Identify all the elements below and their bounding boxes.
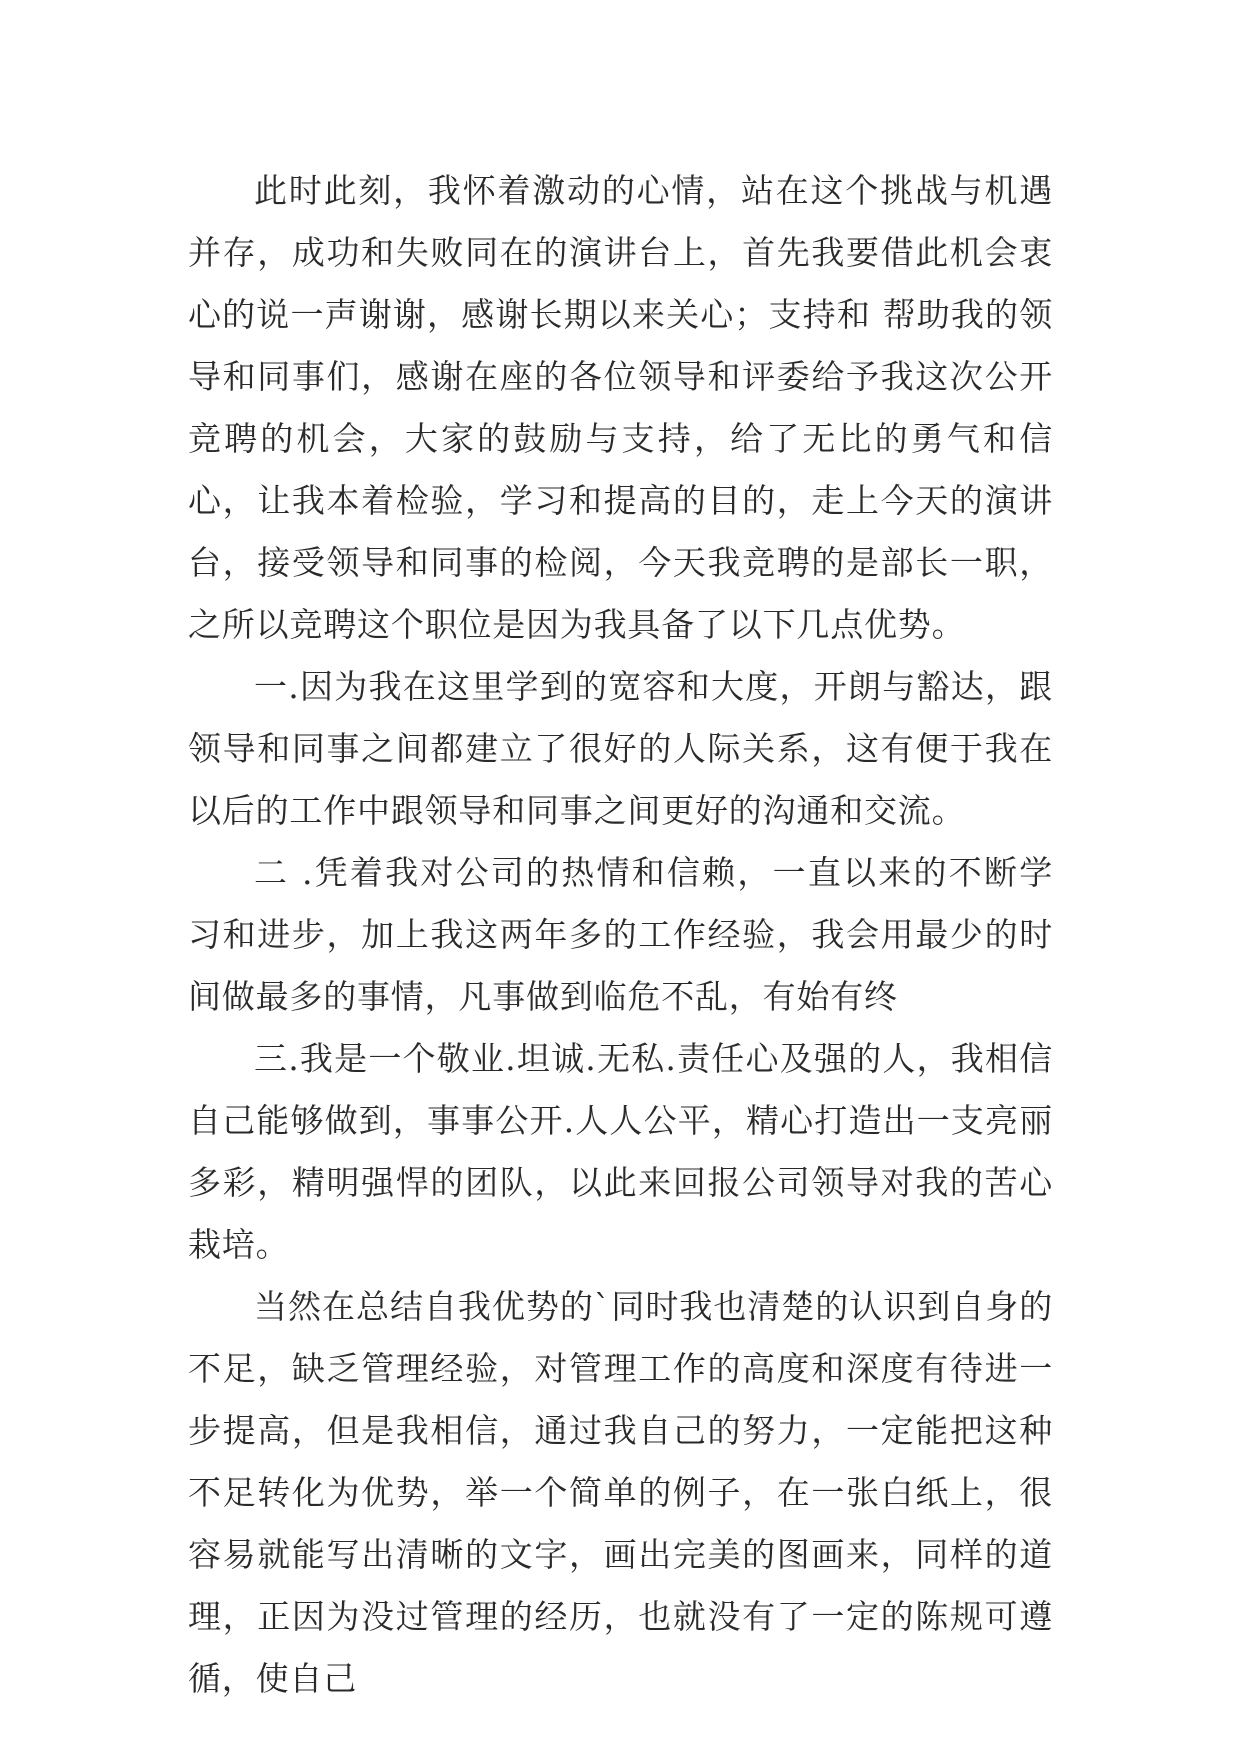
paragraph-shortcomings: 当然在总结自我优势的`同时我也清楚的认识到自身的不足，缺乏管理经验，对管理工作的高度和深度有待进一步提高，但是我相信，通过我自己的努力，一定能把这种不足转化为优势，举一个简单的例子，在一张白纸上，很容易就能写出清晰的文字，画出完美的图画来，同样的道理，正因为没过管理的经历，也就没有了一定的陈规可遵循，使自己 [188, 1287, 1053, 1698]
paragraph-point-three: 三.我是一个敬业.坦诚.无私.责任心及强的人，我相信自己能够做到，事事公开.人人公平，精心打造出一支亮丽多彩，精明强悍的团队，以此来回报公司领导对我的苦心栽培。 [188, 1039, 1053, 1264]
paragraph-point-two: 二 .凭着我对公司的热情和信赖，一直以来的不断学习和进步，加上我这两年多的工作经验，我会用最少的时间做最多的事情，凡事做到临危不乱，有始有终 [188, 853, 1053, 1016]
paragraph-opening: 此时此刻，我怀着激动的心情，站在这个挑战与机遇并存，成功和失败同在的演讲台上，首先我要借此机会衷心的说一声谢谢，感谢长期以来关心；支持和 帮助我的领导和同事们，感谢在座的各位领导和评委给予我这次公开竞聘的机会，大家的鼓励与支持，给了无比的勇气和信心，让我本着检验，学习和提高的目的，走上今天的演讲台，接受领导和同事的检阅，今天我竞聘的是部长一职，之所以竞聘这个职位是因为我具备了以下几点优势。 [188, 171, 1053, 644]
paragraph-point-one: 一.因为我在这里学到的宽容和大度，开朗与豁达，跟领导和同事之间都建立了很好的人际关系，这有便于我在以后的工作中跟领导和同事之间更好的沟通和交流。 [188, 667, 1053, 830]
document-body [188, 160, 1053, 1710]
